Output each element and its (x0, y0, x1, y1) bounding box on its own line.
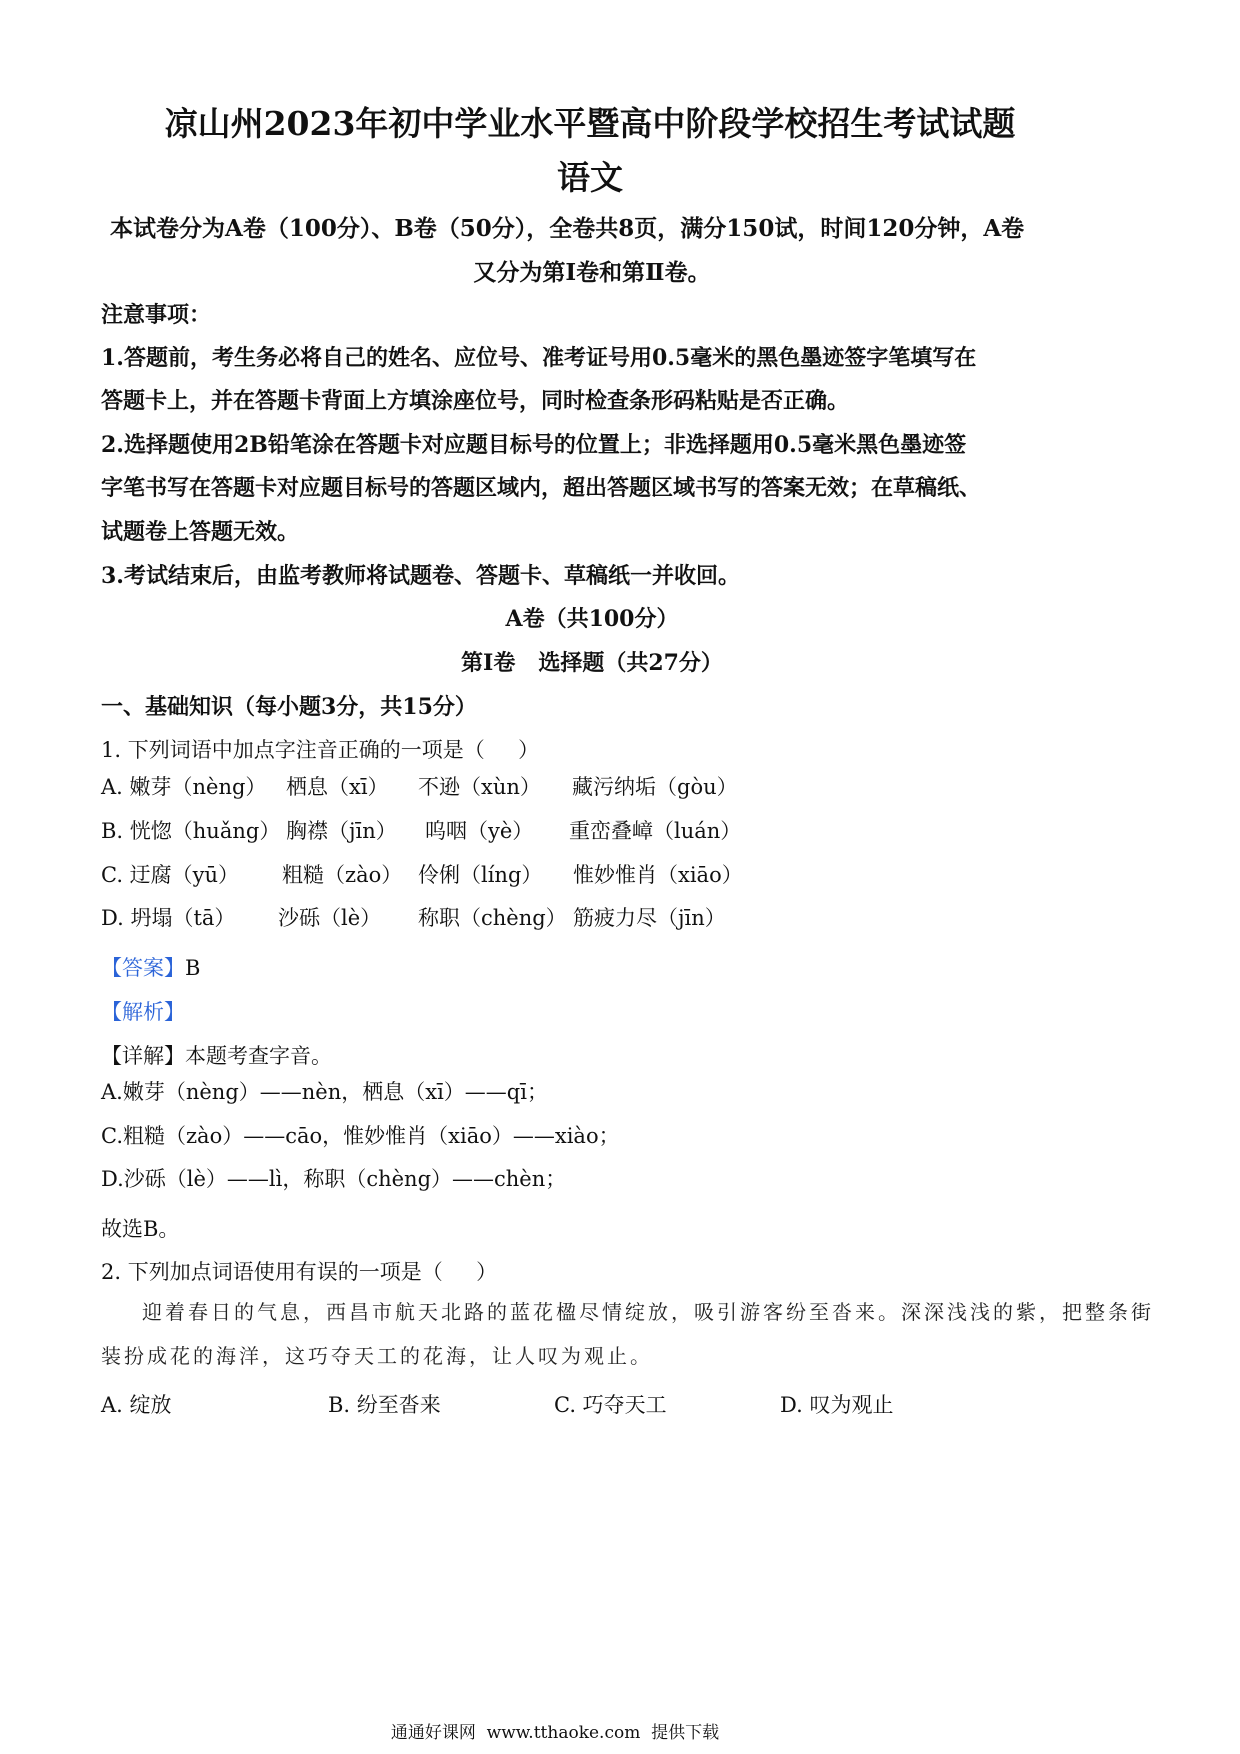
option-item: 伶俐（líng） (418, 863, 543, 887)
q2-passage-line-2: 装扮成花的海洋，这巧夺天工的花海，让人叹为观止。 (101, 1344, 653, 1368)
option-item: 呜咽（yè） (425, 819, 534, 843)
detail-line: 【详解】本题考查字音。 (101, 1044, 332, 1068)
intro-line-2: 又分为第Ⅰ卷和第Ⅱ卷。 (473, 259, 711, 286)
explain-line: A.嫩芽（nèng）——nèn，栖息（xī）——qī； (101, 1080, 548, 1104)
option-item: 栖息（xī） (286, 775, 389, 799)
option-item: 藏污纳垢（gòu） (572, 775, 738, 799)
option-item: 筋疲力尽（jīn） (573, 906, 726, 930)
notice-line: 答题卡上，并在答题卡背面上方填涂座位号，同时检查条形码粘贴是否正确。 (101, 388, 850, 414)
option-item: 称职（chèng） (418, 906, 567, 930)
analysis-tag: 【解析】 (101, 1000, 185, 1024)
notice-heading: 注意事项： (101, 302, 212, 328)
option-item: 沙砾（lè） (278, 906, 382, 930)
option-item: D. 坍塌（tā） (101, 906, 236, 930)
option-item: 重峦叠嶂（luán） (569, 819, 742, 843)
explain-line: D.沙砾（lè）——lì，称职（chèng）——chèn； (101, 1167, 567, 1191)
option-item: B. 恍惚（huǎng） (101, 819, 281, 843)
q2-option-b: B. 纷至沓来 (328, 1393, 441, 1417)
q2-option-a: A. 绽放 (101, 1393, 172, 1417)
option-item: 不逊（xùn） (418, 775, 541, 799)
option-item: A. 嫩芽（nèng） (101, 775, 267, 799)
conclusion-line: 故选B。 (101, 1217, 180, 1241)
q2-option-d: D. 叹为观止 (780, 1393, 894, 1417)
footer-text: 通通好课网 www.tthaoke.com 提供下载 (390, 1723, 720, 1743)
q2-passage-line-1: 迎着春日的气息，西昌市航天北路的蓝花楹尽情绽放，吸引游客纷至沓来。深深浅浅的紫，把整条街 (142, 1300, 1154, 1324)
option-item: C. 迂腐（yū） (101, 863, 240, 887)
q2-option-c: C. 巧夺天工 (554, 1393, 667, 1417)
option-item: 粗糙（zào） (282, 863, 403, 887)
exam-title: 凉山州2023年初中学业水平暨高中阶段学校招生考试试题 (164, 104, 1016, 143)
section-a-heading: A卷（共100分） (505, 606, 679, 632)
notice-line: 3.考试结束后，由监考教师将试题卷、答题卡、草稿纸一并收回。 (101, 563, 740, 589)
answer-value: B (185, 956, 201, 980)
answer-tag: 【答案】 (101, 956, 185, 980)
notice-line: 字笔书写在答题卡对应题目标号的答题区域内，超出答题区域书写的答案无效；在草稿纸、 (101, 475, 982, 501)
part-1-heading: 一、基础知识（每小题3分，共15分） (101, 694, 477, 720)
option-item: 胸襟（jīn） (286, 819, 397, 843)
q2-stem: 2. 下列加点词语使用有误的一项是（ ） (101, 1260, 498, 1284)
answer-line (101, 952, 200, 982)
intro-line-1: 本试卷分为A卷（100分）、B卷（50分），全卷共8页，满分150试，时间120分钟，A卷 (110, 215, 1025, 242)
section-1-heading: 第Ⅰ卷 选择题（共27分） (461, 650, 723, 676)
option-item: 惟妙惟肖（xiāo） (573, 863, 743, 887)
q1-stem: 1. 下列词语中加点字注音正确的一项是（ ） (101, 738, 540, 762)
explain-line: C.粗糙（zào）——cāo，惟妙惟肖（xiāo）——xiào； (101, 1124, 620, 1148)
notice-line: 试题卷上答题无效。 (101, 519, 300, 545)
notice-line: 1.答题前，考生务必将自己的姓名、应位号、准考证号用0.5毫米的黑色墨迹签字笔填写在 (101, 345, 977, 371)
notice-line: 2.选择题使用2B铅笔涂在答题卡对应题目标号的位置上；非选择题用0.5毫米黑色墨迹签 (101, 432, 967, 458)
subject-title: 语文 (557, 158, 623, 197)
